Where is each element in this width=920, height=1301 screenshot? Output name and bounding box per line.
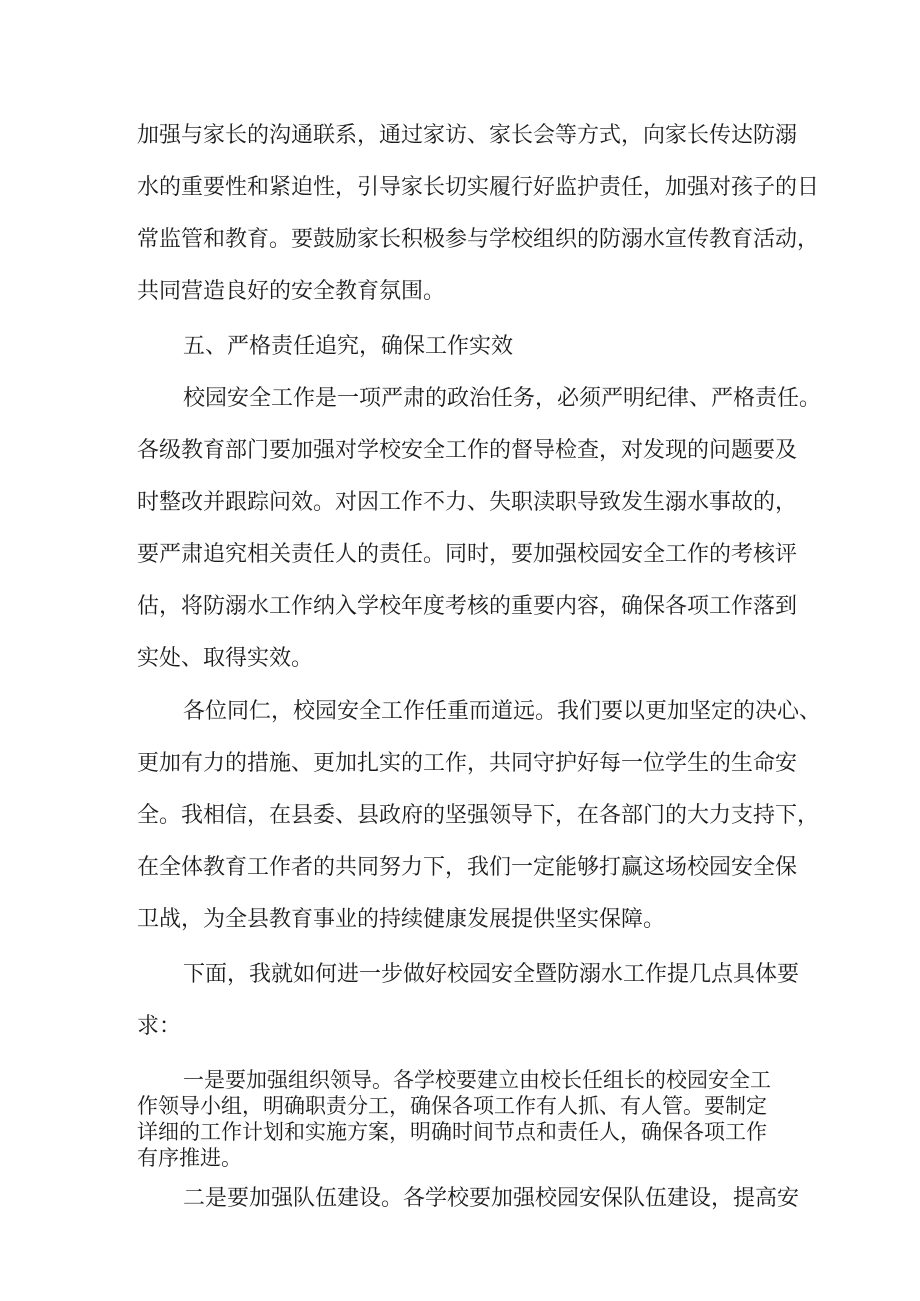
- text-line: 各位同仁，校园安全工作任重而道远。我们要以更加坚定的决心、: [183, 699, 822, 724]
- text-line: 校园安全工作是一项严肃的政治任务，必须严明纪律、严格责任。: [183, 386, 822, 411]
- text-line: 加强与家长的沟通联系，通过家访、家长会等方式，向家长传达防溺: [137, 123, 798, 148]
- text-line: 一是要加强组织领导。各学校要建立由校长任组长的校园安全工: [183, 1068, 771, 1092]
- text-line: 在全体教育工作者的共同努力下，我们一定能够打赢这场校园安全保: [137, 855, 798, 880]
- text-line: 水的重要性和紧迫性，引导家长切实履行好监护责任，加强对孩子的日: [137, 175, 820, 200]
- text-line: 卫战，为全县教育事业的持续健康发展提供坚实保障。: [137, 907, 666, 932]
- text-line: 共同营造良好的安全教育氛围。: [137, 279, 446, 304]
- text-line: 全。我相信，在县委、县政府的坚强领导下，在各部门的大力支持下，: [137, 803, 820, 828]
- text-line: 常监管和教育。要鼓励家长积极参与学校组织的防溺水宣传教育活动，: [137, 227, 820, 252]
- text-line: 下面，我就如何进一步做好校园安全暨防溺水工作提几点具体要: [183, 962, 800, 987]
- text-line: 有序推进。: [137, 1146, 242, 1170]
- text-line: 作领导小组，明确职责分工，确保各项工作有人抓、有人管。要制定: [137, 1094, 767, 1118]
- text-line: 更加有力的措施、更加扎实的工作，共同守护好每一位学生的生命安: [137, 751, 798, 776]
- text-line: 二是要加强队伍建设。各学校要加强校园安保队伍建设，提高安: [183, 1186, 800, 1211]
- text-line: 时整改并跟踪问效。对因工作不力、失职渎职导致发生溺水事故的，: [137, 490, 798, 515]
- text-line: 各级教育部门要加强对学校安全工作的督导检查，对发现的问题要及: [137, 438, 798, 463]
- section-heading: 五、严格责任追究，确保工作实效: [183, 334, 514, 359]
- text-line: 要严肃追究相关责任人的责任。同时，要加强校园安全工作的考核评: [137, 542, 798, 567]
- text-line: 估，将防溺水工作纳入学校年度考核的重要内容，确保各项工作落到: [137, 594, 798, 619]
- text-line: 实处、取得实效。: [137, 646, 314, 671]
- text-line: 求：: [137, 1014, 182, 1039]
- text-line: 详细的工作计划和实施方案，明确时间节点和责任人，确保各项工作: [137, 1120, 767, 1144]
